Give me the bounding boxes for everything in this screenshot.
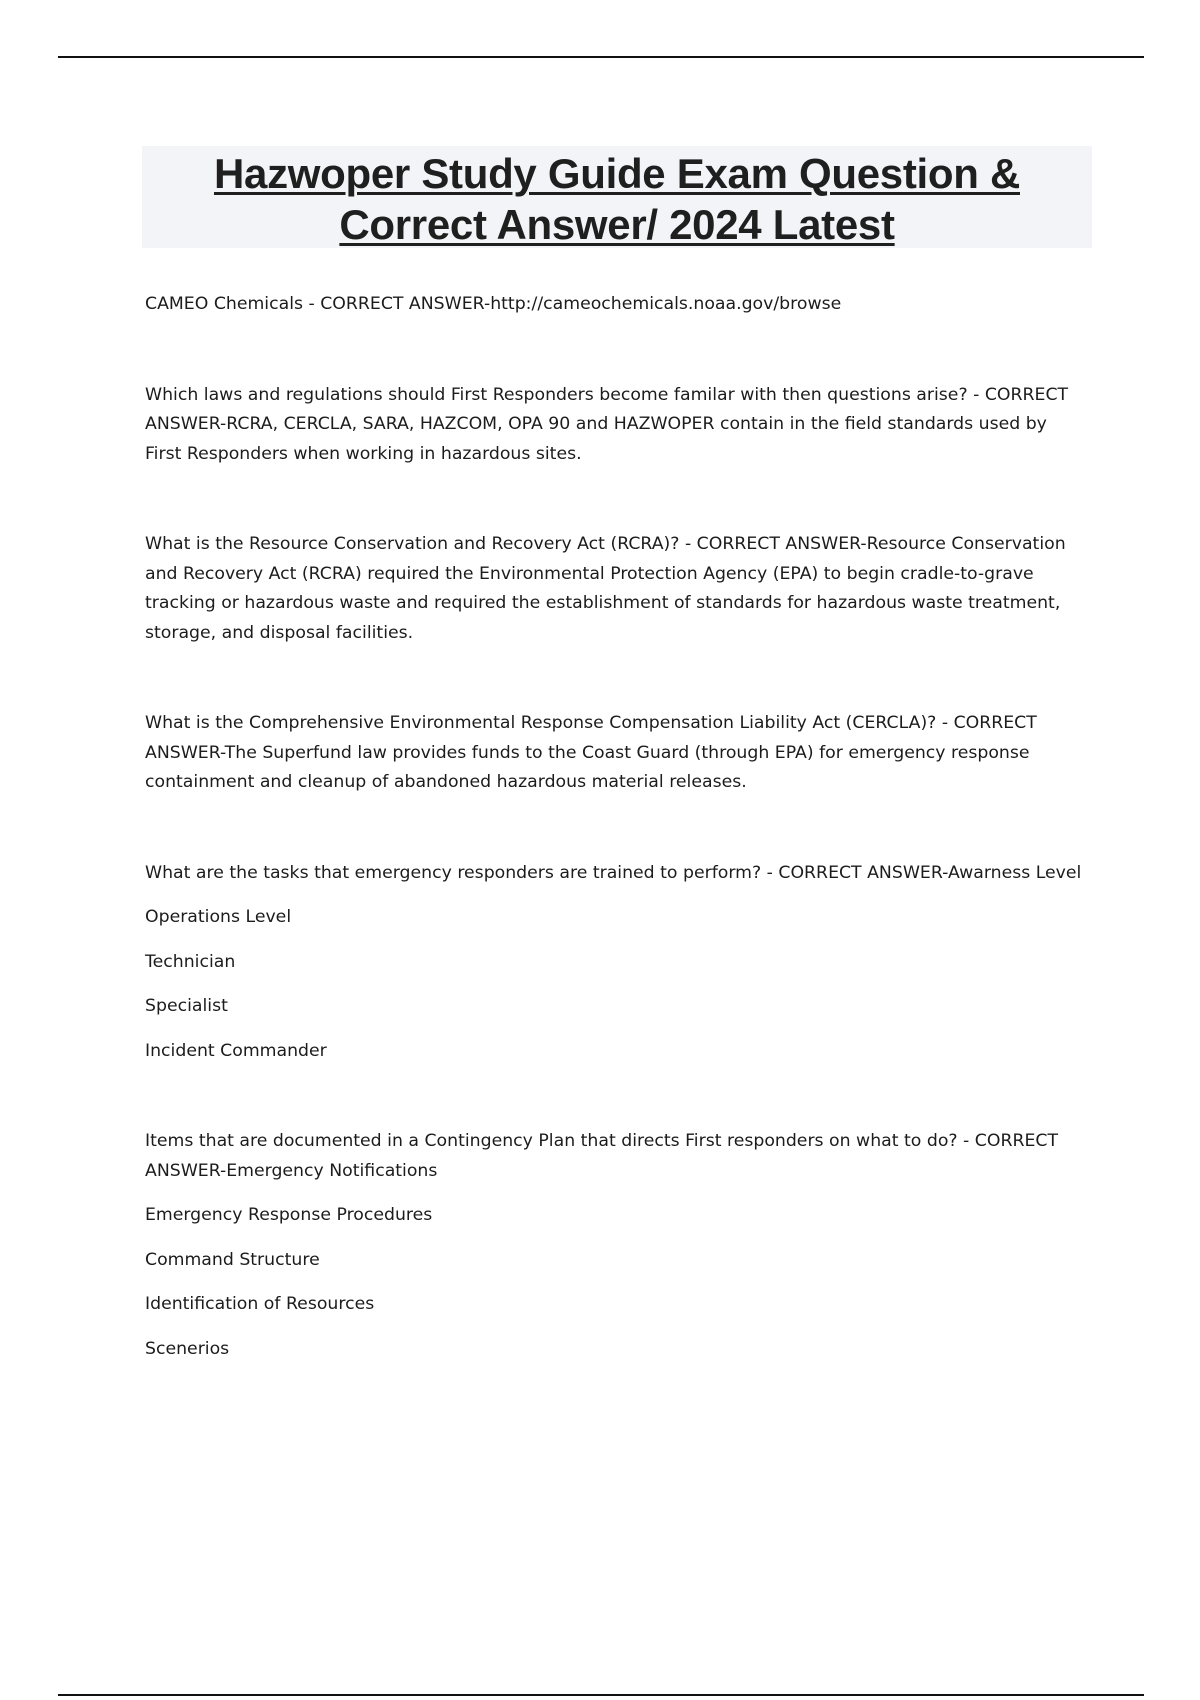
qa-block-laws — [145, 381, 1085, 470]
answer-item: Incident Commander — [145, 1040, 327, 1061]
document-body — [145, 290, 1085, 1425]
qa-block-contingency — [145, 1127, 1085, 1364]
answer-item: Specialist — [145, 996, 228, 1016]
answer-item: Command Structure — [145, 1249, 320, 1270]
document-title — [142, 146, 1092, 250]
qa-text: Items that are documented in a Contingency Plan that directs First responders on what to do? - CORRECT ANSWER-Emergency Notifications — [145, 1131, 1059, 1181]
qa-block-tasks — [145, 859, 1085, 1067]
bottom-rule — [58, 1694, 1144, 1696]
qa-text: What is the Comprehensive Environmental Response Compensation Liability Act (CERCLA)? - CORRECT ANSWER-The Superfund law provides funds to the Coast Guard (through EPA) for emergency response containment and cleanup of abandoned hazardous material releases. — [145, 713, 1037, 792]
qa-text: What is the Resource Conservation and Recovery Act (RCRA)? - CORRECT ANSWER-Resource Conservation and Recovery Act (RCRA) required the Environmental Protection Agency (EPA) to begin cradle-to-grave tracking or hazardous waste and required the establishment of standards for hazardous waste treatment, storage, and disposal facilities. — [145, 534, 1066, 643]
qa-block-rcra — [145, 530, 1085, 648]
qa-block-cercla — [145, 709, 1085, 798]
qa-text: What are the tasks that emergency responders are trained to perform? - CORRECT ANSWER-Awarness Level — [145, 862, 1082, 883]
answer-item: Emergency Response Procedures — [145, 1205, 433, 1225]
top-rule — [58, 56, 1144, 58]
answer-item: Identification of Resources — [145, 1294, 375, 1314]
qa-text: CAMEO Chemicals - CORRECT ANSWER-http://cameochemicals.noaa.gov/browse — [145, 294, 842, 314]
document-title-line2: Correct Answer/ 2024 Latest — [339, 201, 895, 248]
qa-block-cameo — [145, 290, 1085, 320]
answer-item: Operations Level — [145, 907, 292, 927]
answer-item: Technician — [145, 951, 236, 972]
title-box — [142, 146, 1092, 248]
qa-text: Which laws and regulations should First Responders become familar with then questions arise? - CORRECT ANSWER-RCRA, CERCLA, SARA, HAZCOM, OPA 90 and HAZWOPER contain in the field standards used by First Responders when working in hazardous sites. — [145, 384, 1069, 464]
document-title-line1: Hazwoper Study Guide Exam Question & — [213, 150, 1020, 197]
answer-item: Scenerios — [145, 1338, 230, 1359]
